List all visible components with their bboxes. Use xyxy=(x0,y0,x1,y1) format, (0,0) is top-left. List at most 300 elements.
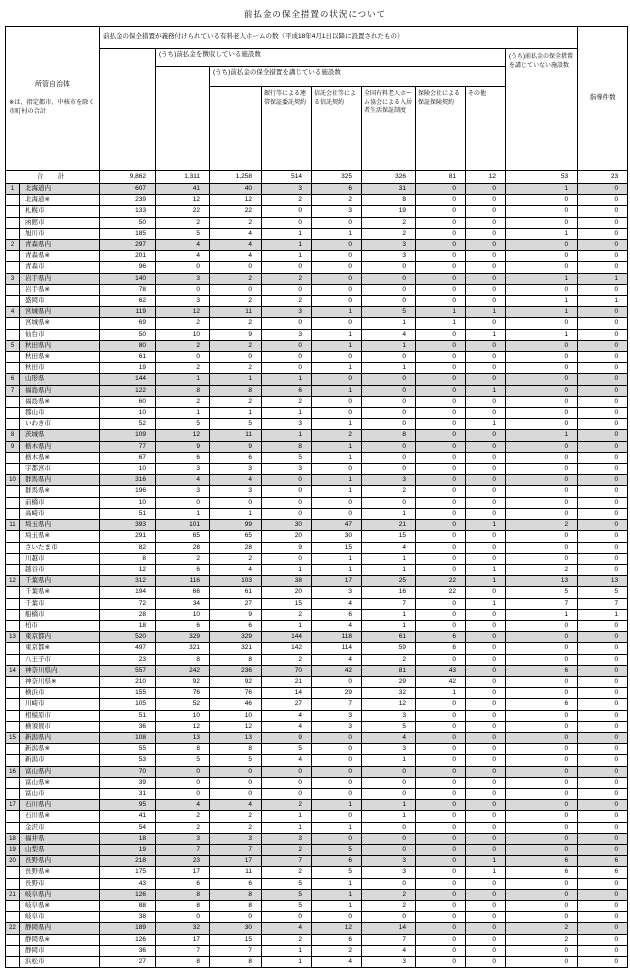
value-cell: 0 xyxy=(578,878,628,889)
total-label: 合 計 xyxy=(6,171,100,184)
jurisdiction-label: 石川県内 xyxy=(20,800,100,811)
value-cell: 312 xyxy=(100,576,156,587)
value-cell: 0 xyxy=(578,363,628,374)
jurisdiction-label: 群馬県※ xyxy=(20,486,100,497)
value-cell: 0 xyxy=(578,464,628,475)
header-trust-contract: 信託会社等による信託契約 xyxy=(312,87,362,171)
jurisdiction-label: 栃木県※ xyxy=(20,452,100,463)
jurisdiction-label: 郡山市 xyxy=(20,408,100,419)
jurisdiction-label: 高崎市 xyxy=(20,508,100,519)
value-cell: 0 xyxy=(506,844,578,855)
value-cell: 0 xyxy=(466,889,506,900)
value-cell: 76 xyxy=(210,688,262,699)
value-cell: 297 xyxy=(100,240,156,251)
value-cell: 0 xyxy=(578,844,628,855)
table-row xyxy=(6,777,628,788)
value-cell: 1 xyxy=(312,878,362,889)
table-row xyxy=(6,542,628,553)
jurisdiction-label: いわき市 xyxy=(20,419,100,430)
value-cell: 28 xyxy=(100,609,156,620)
value-cell: 0 xyxy=(312,262,362,273)
value-cell: 1 xyxy=(262,430,312,441)
value-cell: 0 xyxy=(312,374,362,385)
value-cell: 0 xyxy=(416,508,466,519)
value-cell: 10 xyxy=(100,497,156,508)
value-cell: 1 xyxy=(416,318,466,329)
value-cell: 2 xyxy=(262,609,312,620)
value-cell: 0 xyxy=(578,452,628,463)
value-cell: 1 xyxy=(362,318,416,329)
table-header xyxy=(6,27,628,171)
jurisdiction-label: 長野市 xyxy=(20,878,100,889)
value-cell: 0 xyxy=(466,643,506,654)
value-cell: 53 xyxy=(100,755,156,766)
value-cell: 101 xyxy=(156,520,210,531)
value-cell: 0 xyxy=(466,441,506,452)
row-number xyxy=(6,912,20,923)
row-number: 21 xyxy=(6,889,20,900)
value-cell: 3 xyxy=(362,744,416,755)
value-cell: 0 xyxy=(466,654,506,665)
value-cell: 2 xyxy=(262,867,312,878)
row-number xyxy=(6,688,20,699)
value-cell: 2 xyxy=(262,844,312,855)
table-row xyxy=(6,710,628,721)
value-cell: 2 xyxy=(262,396,312,407)
value-cell: 1 xyxy=(262,408,312,419)
value-cell: 1 xyxy=(156,508,210,519)
value-cell: 3 xyxy=(262,329,312,340)
value-cell: 0 xyxy=(578,957,628,968)
value-cell: 0 xyxy=(506,643,578,654)
value-cell: 0 xyxy=(506,464,578,475)
jurisdiction-label: 長野県内 xyxy=(20,856,100,867)
value-cell: 1 xyxy=(506,609,578,620)
jurisdiction-label: 福井県 xyxy=(20,833,100,844)
value-cell: 0 xyxy=(466,531,506,542)
value-cell: 1 xyxy=(262,945,312,956)
value-cell: 0 xyxy=(416,195,466,206)
row-number xyxy=(6,329,20,340)
value-cell: 4 xyxy=(362,329,416,340)
value-cell: 22 xyxy=(210,206,262,217)
value-cell: 0 xyxy=(578,654,628,665)
table-row xyxy=(6,553,628,564)
value-cell: 0 xyxy=(466,217,506,228)
row-number xyxy=(6,408,20,419)
value-cell: 175 xyxy=(100,867,156,878)
value-cell: 12 xyxy=(210,721,262,732)
table-row xyxy=(6,441,628,452)
value-cell: 0 xyxy=(466,184,506,195)
value-cell: 1 xyxy=(506,228,578,239)
value-cell: 0 xyxy=(416,945,466,956)
value-cell: 0 xyxy=(362,452,416,463)
jurisdiction-note: ※は、指定都市、中核市を除く市町村の合計 xyxy=(9,98,95,116)
value-cell: 9 xyxy=(210,441,262,452)
row-number xyxy=(6,755,20,766)
jurisdiction-label: 群馬県内 xyxy=(20,475,100,486)
value-cell: 0 xyxy=(578,901,628,912)
value-cell: 0 xyxy=(506,945,578,956)
row-number xyxy=(6,486,20,497)
value-cell: 3 xyxy=(312,721,362,732)
value-cell: 0 xyxy=(466,744,506,755)
value-cell: 0 xyxy=(416,430,466,441)
value-cell: 6 xyxy=(312,184,362,195)
value-cell: 0 xyxy=(416,878,466,889)
value-cell: 0 xyxy=(466,788,506,799)
header-collecting-spacer xyxy=(156,67,210,171)
value-cell: 0 xyxy=(578,240,628,251)
row-number: 11 xyxy=(6,520,20,531)
value-cell: 65 xyxy=(210,531,262,542)
value-cell: 42 xyxy=(312,665,362,676)
value-cell: 2 xyxy=(262,195,312,206)
row-number: 5 xyxy=(6,340,20,351)
value-cell: 0 xyxy=(466,609,506,620)
value-cell: 0 xyxy=(466,822,506,833)
value-cell: 1 xyxy=(466,307,506,318)
jurisdiction-label: 横須賀市 xyxy=(20,721,100,732)
value-cell: 0 xyxy=(578,710,628,721)
value-cell: 105 xyxy=(100,699,156,710)
value-cell: 0 xyxy=(416,844,466,855)
value-cell: 21 xyxy=(262,676,312,687)
value-cell: 0 xyxy=(578,419,628,430)
value-cell: 61 xyxy=(362,632,416,643)
value-cell: 12 xyxy=(156,430,210,441)
jurisdiction-label: 仙台市 xyxy=(20,329,100,340)
value-cell: 0 xyxy=(156,788,210,799)
value-cell: 0 xyxy=(416,374,466,385)
value-cell: 1 xyxy=(262,822,312,833)
value-cell: 1 xyxy=(362,755,416,766)
value-cell: 72 xyxy=(100,598,156,609)
value-cell: 2 xyxy=(210,363,262,374)
value-cell: 3 xyxy=(312,710,362,721)
value-cell: 0 xyxy=(466,508,506,519)
value-cell: 1 xyxy=(362,508,416,519)
value-cell: 28 xyxy=(156,542,210,553)
value-cell: 0 xyxy=(506,240,578,251)
value-cell: 0 xyxy=(578,441,628,452)
jurisdiction-label: 静岡県内 xyxy=(20,923,100,934)
row-number xyxy=(6,957,20,968)
value-cell: 20 xyxy=(262,587,312,598)
value-cell: 0 xyxy=(578,251,628,262)
value-cell: 8 xyxy=(210,957,262,968)
table-row xyxy=(6,912,628,923)
value-cell: 0 xyxy=(578,755,628,766)
value-cell: 1 xyxy=(362,609,416,620)
value-cell: 0 xyxy=(466,934,506,945)
value-cell: 14 xyxy=(362,923,416,934)
header-insurance-contract: 保険会社による保証保険契約 xyxy=(416,87,466,171)
value-cell: 0 xyxy=(578,340,628,351)
value-cell: 0 xyxy=(362,844,416,855)
value-cell: 0 xyxy=(578,184,628,195)
value-cell: 0 xyxy=(466,844,506,855)
value-cell: 1 xyxy=(312,307,362,318)
value-cell: 4 xyxy=(312,620,362,631)
row-number xyxy=(6,296,20,307)
table-row xyxy=(6,284,628,295)
value-cell: 0 xyxy=(466,452,506,463)
value-cell: 7 xyxy=(312,699,362,710)
value-cell: 0 xyxy=(416,464,466,475)
value-cell: 2 xyxy=(312,195,362,206)
value-cell: 0 xyxy=(506,262,578,273)
value-cell: 0 xyxy=(312,396,362,407)
value-cell: 0 xyxy=(578,520,628,531)
value-cell: 0 xyxy=(262,284,312,295)
value-cell: 144 xyxy=(100,374,156,385)
value-cell: 3 xyxy=(262,419,312,430)
value-cell: 1 xyxy=(416,688,466,699)
value-cell: 0 xyxy=(262,497,312,508)
value-cell: 8 xyxy=(210,744,262,755)
value-cell: 520 xyxy=(100,632,156,643)
row-number: 17 xyxy=(6,800,20,811)
header-bank-guarantee: 銀行等による連帯保証委託契約 xyxy=(262,87,312,171)
header-association-system: 全国有料老人ホーム協会による入居者生活保証制度 xyxy=(362,87,416,171)
value-cell: 12 xyxy=(156,307,210,318)
row-number xyxy=(6,934,20,945)
value-cell: 3 xyxy=(362,475,416,486)
value-cell: 0 xyxy=(312,464,362,475)
value-cell: 0 xyxy=(466,475,506,486)
value-cell: 50 xyxy=(100,329,156,340)
value-cell: 0 xyxy=(416,486,466,497)
value-cell: 201 xyxy=(100,251,156,262)
value-cell: 3 xyxy=(362,710,416,721)
value-cell: 12 xyxy=(156,195,210,206)
row-number xyxy=(6,217,20,228)
jurisdiction-label: 石川県※ xyxy=(20,811,100,822)
value-cell: 0 xyxy=(578,923,628,934)
value-cell: 291 xyxy=(100,531,156,542)
value-cell: 5 xyxy=(210,419,262,430)
value-cell: 0 xyxy=(416,228,466,239)
value-cell: 0 xyxy=(466,833,506,844)
value-cell: 1 xyxy=(466,520,506,531)
value-cell: 0 xyxy=(416,251,466,262)
jurisdiction-label: 青森市 xyxy=(20,262,100,273)
table-row xyxy=(6,508,628,519)
value-cell: 95 xyxy=(100,800,156,811)
value-cell: 0 xyxy=(312,217,362,228)
row-number xyxy=(6,363,20,374)
value-cell: 99 xyxy=(210,520,262,531)
table-row xyxy=(6,844,628,855)
table-row xyxy=(6,497,628,508)
jurisdiction-label: 神奈川県内 xyxy=(20,665,100,676)
jurisdiction-label: 栃木県内 xyxy=(20,441,100,452)
value-cell: 6 xyxy=(262,385,312,396)
value-cell: 2 xyxy=(362,654,416,665)
value-cell: 9,862 xyxy=(100,171,156,184)
value-cell: 2 xyxy=(362,486,416,497)
value-cell: 1 xyxy=(262,240,312,251)
value-cell: 2 xyxy=(362,889,416,900)
value-cell: 6 xyxy=(210,452,262,463)
value-cell: 7 xyxy=(506,598,578,609)
value-cell: 1 xyxy=(312,800,362,811)
value-cell: 0 xyxy=(578,699,628,710)
value-cell: 8 xyxy=(210,385,262,396)
value-cell: 0 xyxy=(416,542,466,553)
row-number xyxy=(6,228,20,239)
value-cell: 1 xyxy=(262,811,312,822)
value-cell: 31 xyxy=(362,184,416,195)
value-cell: 2 xyxy=(506,934,578,945)
row-number xyxy=(6,542,20,553)
value-cell: 140 xyxy=(100,273,156,284)
value-cell: 8 xyxy=(100,553,156,564)
value-cell: 2 xyxy=(156,363,210,374)
row-number: 15 xyxy=(6,732,20,743)
value-cell: 114 xyxy=(312,643,362,654)
value-cell: 0 xyxy=(362,284,416,295)
value-cell: 0 xyxy=(262,352,312,363)
row-number xyxy=(6,284,20,295)
value-cell: 4 xyxy=(262,755,312,766)
value-cell: 0 xyxy=(362,822,416,833)
value-cell: 1 xyxy=(312,901,362,912)
value-cell: 1 xyxy=(312,363,362,374)
value-cell: 29 xyxy=(362,676,416,687)
value-cell: 4 xyxy=(210,564,262,575)
value-cell: 0 xyxy=(416,923,466,934)
value-cell: 119 xyxy=(100,307,156,318)
row-number xyxy=(6,497,20,508)
value-cell: 0 xyxy=(578,620,628,631)
table-row xyxy=(6,744,628,755)
value-cell: 6 xyxy=(156,620,210,631)
value-cell: 109 xyxy=(100,430,156,441)
value-cell: 0 xyxy=(466,374,506,385)
value-cell: 0 xyxy=(578,811,628,822)
value-cell: 0 xyxy=(466,632,506,643)
value-cell: 0 xyxy=(506,800,578,811)
table-row xyxy=(6,643,628,654)
value-cell: 81 xyxy=(362,665,416,676)
value-cell: 0 xyxy=(578,766,628,777)
value-cell: 0 xyxy=(506,441,578,452)
value-cell: 1 xyxy=(312,419,362,430)
value-cell: 19 xyxy=(100,363,156,374)
value-cell: 0 xyxy=(210,262,262,273)
value-cell: 0 xyxy=(362,374,416,385)
value-cell: 0 xyxy=(578,307,628,318)
value-cell: 2 xyxy=(210,318,262,329)
value-cell: 38 xyxy=(100,912,156,923)
table-row xyxy=(6,957,628,968)
value-cell: 2 xyxy=(262,800,312,811)
value-cell: 4 xyxy=(262,923,312,934)
value-cell: 1 xyxy=(312,889,362,900)
value-cell: 155 xyxy=(100,688,156,699)
row-number xyxy=(6,822,20,833)
value-cell: 1 xyxy=(362,564,416,575)
value-cell: 0 xyxy=(262,206,312,217)
value-cell: 329 xyxy=(156,632,210,643)
value-cell: 13 xyxy=(578,576,628,587)
header-without-measures: (うち)前払金の保全措置を講じていない施設数 xyxy=(506,49,578,171)
value-cell: 0 xyxy=(156,777,210,788)
jurisdiction-label: 新潟県内 xyxy=(20,732,100,743)
jurisdiction-label: 旭川市 xyxy=(20,228,100,239)
table-row xyxy=(6,184,628,195)
value-cell: 0 xyxy=(578,676,628,687)
value-cell: 6 xyxy=(506,856,578,867)
value-cell: 66 xyxy=(156,587,210,598)
value-cell: 0 xyxy=(466,430,506,441)
value-cell: 0 xyxy=(416,889,466,900)
value-cell: 0 xyxy=(506,363,578,374)
value-cell: 108 xyxy=(100,732,156,743)
value-cell: 0 xyxy=(506,833,578,844)
value-cell: 0 xyxy=(262,766,312,777)
row-number xyxy=(6,508,20,519)
value-cell: 1 xyxy=(312,329,362,340)
value-cell: 27 xyxy=(210,598,262,609)
value-cell: 321 xyxy=(156,643,210,654)
value-cell: 0 xyxy=(578,352,628,363)
table-row xyxy=(6,531,628,542)
value-cell: 4 xyxy=(262,721,312,732)
value-cell: 2 xyxy=(156,822,210,833)
value-cell: 0 xyxy=(416,957,466,968)
value-cell: 77 xyxy=(100,441,156,452)
value-cell: 0 xyxy=(262,788,312,799)
value-cell: 0 xyxy=(312,251,362,262)
value-cell: 0 xyxy=(416,721,466,732)
value-cell: 3 xyxy=(262,307,312,318)
row-number xyxy=(6,587,20,598)
value-cell: 3 xyxy=(362,867,416,878)
row-number xyxy=(6,195,20,206)
table-row xyxy=(6,699,628,710)
row-number xyxy=(6,676,20,687)
value-cell: 18 xyxy=(100,620,156,631)
value-cell: 2 xyxy=(262,296,312,307)
table-row xyxy=(6,171,628,184)
value-cell: 0 xyxy=(416,475,466,486)
row-number xyxy=(6,464,20,475)
row-number: 10 xyxy=(6,475,20,486)
jurisdiction-label: 富山県内 xyxy=(20,766,100,777)
value-cell: 13 xyxy=(156,732,210,743)
value-cell: 3 xyxy=(210,464,262,475)
jurisdiction-label: 宮城県内 xyxy=(20,307,100,318)
value-cell: 88 xyxy=(100,901,156,912)
value-cell: 1,258 xyxy=(210,171,262,184)
value-cell: 1 xyxy=(156,408,210,419)
value-cell: 0 xyxy=(506,374,578,385)
value-cell: 0 xyxy=(578,385,628,396)
value-cell: 62 xyxy=(100,296,156,307)
value-cell: 5 xyxy=(210,755,262,766)
value-cell: 69 xyxy=(100,318,156,329)
value-cell: 393 xyxy=(100,520,156,531)
value-cell: 2 xyxy=(156,340,210,351)
value-cell: 8 xyxy=(362,430,416,441)
value-cell: 0 xyxy=(466,912,506,923)
value-cell: 0 xyxy=(416,699,466,710)
value-cell: 3 xyxy=(156,273,210,284)
